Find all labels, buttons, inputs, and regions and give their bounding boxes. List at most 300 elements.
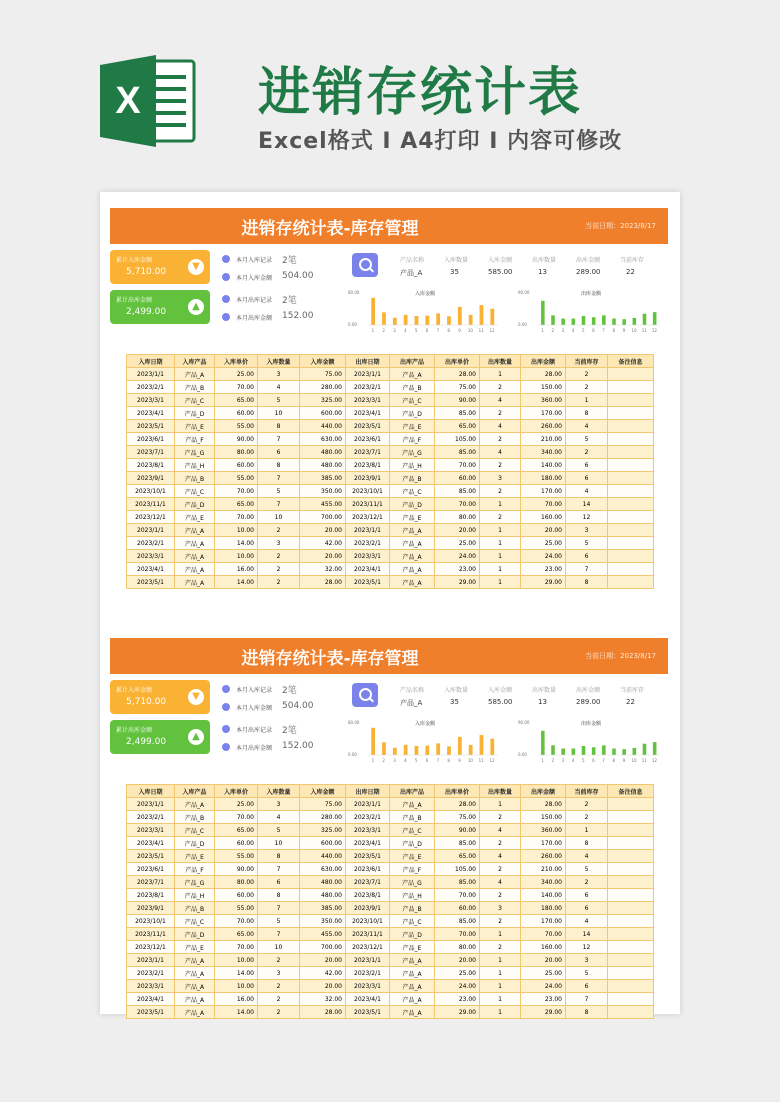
table-cell[interactable]: 2023/1/1 [346,954,390,967]
table-cell[interactable]: 8 [258,889,300,902]
table-cell[interactable] [608,459,654,472]
table-cell[interactable]: 2023/9/1 [346,472,390,485]
table-cell[interactable]: 5 [566,967,608,980]
table-cell[interactable]: 24.00 [521,550,566,563]
table-cell[interactable]: 2 [258,993,300,1006]
table-cell[interactable]: 14 [566,498,608,511]
table-cell[interactable]: 340.00 [521,876,566,889]
table-cell[interactable]: 产品_F [175,863,215,876]
table-cell[interactable]: 55.00 [215,902,258,915]
table-cell[interactable]: 28.00 [521,368,566,381]
table-cell[interactable]: 产品_E [390,420,435,433]
table-cell[interactable]: 2023/1/1 [127,954,175,967]
table-cell[interactable]: 440.00 [300,420,346,433]
table-cell[interactable]: 20.00 [521,954,566,967]
table-cell[interactable]: 4 [566,485,608,498]
table-cell[interactable]: 385.00 [300,472,346,485]
table-cell[interactable]: 170.00 [521,837,566,850]
table-cell[interactable]: 产品_A [175,980,215,993]
table-cell[interactable]: 产品_D [390,928,435,941]
table-cell[interactable]: 20.00 [300,954,346,967]
table-cell[interactable]: 2023/3/1 [346,824,390,837]
table-cell[interactable]: 产品_C [390,824,435,837]
table-cell[interactable]: 24.00 [435,980,480,993]
table-cell[interactable]: 2023/3/1 [346,980,390,993]
table-cell[interactable]: 6 [566,902,608,915]
table-cell[interactable]: 600.00 [300,837,346,850]
table-cell[interactable]: 8 [258,420,300,433]
table-cell[interactable]: 55.00 [215,850,258,863]
table-cell[interactable]: 60.00 [215,889,258,902]
table-cell[interactable]: 2023/2/1 [127,381,175,394]
table-cell[interactable]: 29.00 [435,576,480,589]
table-cell[interactable]: 6 [566,980,608,993]
table-cell[interactable]: 2 [480,915,521,928]
table-cell[interactable]: 29.00 [435,1006,480,1019]
table-cell[interactable]: 210.00 [521,863,566,876]
table-cell[interactable] [608,798,654,811]
table-cell[interactable]: 2023/7/1 [346,446,390,459]
table-cell[interactable] [608,381,654,394]
table-cell[interactable]: 70.00 [215,915,258,928]
table-cell[interactable]: 70.00 [435,498,480,511]
table-cell[interactable]: 产品_C [175,824,215,837]
table-cell[interactable]: 10 [258,941,300,954]
table-cell[interactable]: 1 [480,967,521,980]
table-cell[interactable]: 产品_E [390,941,435,954]
table-cell[interactable]: 24.00 [521,980,566,993]
table-cell[interactable]: 产品_A [175,967,215,980]
table-cell[interactable] [608,498,654,511]
table-cell[interactable]: 4 [480,446,521,459]
table-cell[interactable]: 2 [480,407,521,420]
table-cell[interactable]: 2023/4/1 [127,563,175,576]
table-cell[interactable]: 150.00 [521,811,566,824]
table-cell[interactable]: 4 [480,876,521,889]
search-icon[interactable] [352,253,378,277]
table-cell[interactable]: 2 [480,485,521,498]
table-cell[interactable]: 12 [566,511,608,524]
table-cell[interactable]: 产品_A [390,980,435,993]
table-cell[interactable]: 产品_A [175,954,215,967]
table-cell[interactable]: 70.00 [521,498,566,511]
table-cell[interactable]: 2023/3/1 [346,394,390,407]
table-cell[interactable]: 2023/2/1 [127,537,175,550]
table-cell[interactable]: 4 [258,381,300,394]
table-cell[interactable]: 1 [480,498,521,511]
table-cell[interactable]: 5 [566,537,608,550]
table-cell[interactable]: 2023/1/1 [127,368,175,381]
table-cell[interactable]: 2023/4/1 [346,993,390,1006]
table-cell[interactable]: 1 [480,576,521,589]
table-cell[interactable]: 产品_A [175,550,215,563]
table-cell[interactable]: 3 [480,902,521,915]
table-cell[interactable]: 80.00 [435,511,480,524]
table-cell[interactable]: 产品_B [175,472,215,485]
table-cell[interactable]: 160.00 [521,511,566,524]
table-cell[interactable]: 2 [480,863,521,876]
table-cell[interactable]: 产品_A [175,1006,215,1019]
table-cell[interactable]: 10.00 [215,524,258,537]
table-cell[interactable]: 产品_E [175,850,215,863]
table-cell[interactable]: 170.00 [521,915,566,928]
table-cell[interactable]: 产品_F [390,433,435,446]
table-cell[interactable]: 2023/1/1 [346,368,390,381]
table-cell[interactable]: 2023/3/1 [127,394,175,407]
table-cell[interactable]: 700.00 [300,511,346,524]
table-cell[interactable]: 70.00 [435,889,480,902]
table-cell[interactable]: 2023/6/1 [127,863,175,876]
table-cell[interactable]: 260.00 [521,850,566,863]
table-cell[interactable]: 260.00 [521,420,566,433]
table-cell[interactable]: 42.00 [300,537,346,550]
table-cell[interactable]: 1 [566,394,608,407]
table-cell[interactable]: 105.00 [435,433,480,446]
table-cell[interactable]: 6 [258,446,300,459]
table-cell[interactable]: 产品_A [390,993,435,1006]
table-cell[interactable]: 2 [258,980,300,993]
table-cell[interactable]: 25.00 [215,798,258,811]
table-cell[interactable]: 85.00 [435,407,480,420]
table-cell[interactable]: 60.00 [435,472,480,485]
table-cell[interactable]: 产品_F [175,433,215,446]
table-cell[interactable]: 28.00 [435,798,480,811]
table-cell[interactable]: 产品_D [175,498,215,511]
table-cell[interactable]: 2 [566,446,608,459]
table-cell[interactable]: 7 [258,498,300,511]
table-cell[interactable]: 10.00 [215,954,258,967]
table-cell[interactable]: 1 [480,1006,521,1019]
table-cell[interactable]: 产品_H [175,459,215,472]
table-cell[interactable]: 65.00 [215,824,258,837]
table-cell[interactable]: 20.00 [300,550,346,563]
table-cell[interactable]: 产品_B [175,381,215,394]
table-cell[interactable]: 2023/4/1 [346,837,390,850]
table-cell[interactable]: 产品_A [390,524,435,537]
table-cell[interactable]: 2 [480,811,521,824]
table-cell[interactable]: 280.00 [300,811,346,824]
table-cell[interactable]: 325.00 [300,394,346,407]
table-cell[interactable]: 70.00 [215,381,258,394]
table-cell[interactable]: 8 [258,459,300,472]
table-cell[interactable]: 210.00 [521,433,566,446]
table-cell[interactable]: 7 [258,863,300,876]
table-cell[interactable]: 1 [480,368,521,381]
table-cell[interactable]: 85.00 [435,876,480,889]
table-cell[interactable]: 350.00 [300,915,346,928]
table-cell[interactable]: 16.00 [215,563,258,576]
table-cell[interactable]: 产品_B [390,811,435,824]
table-cell[interactable] [608,472,654,485]
table-cell[interactable]: 产品_G [175,876,215,889]
table-cell[interactable]: 产品_A [390,368,435,381]
table-cell[interactable]: 7 [258,902,300,915]
table-cell[interactable]: 产品_A [390,537,435,550]
table-cell[interactable]: 产品_E [175,420,215,433]
table-cell[interactable] [608,902,654,915]
table-cell[interactable]: 85.00 [435,837,480,850]
table-cell[interactable]: 2023/5/1 [127,420,175,433]
table-cell[interactable]: 产品_A [175,798,215,811]
table-cell[interactable]: 产品_G [175,446,215,459]
table-cell[interactable]: 2023/1/1 [127,524,175,537]
table-cell[interactable]: 3 [480,472,521,485]
table-cell[interactable]: 700.00 [300,941,346,954]
table-cell[interactable]: 2023/5/1 [346,420,390,433]
table-cell[interactable]: 2023/10/1 [127,485,175,498]
table-cell[interactable]: 2 [258,524,300,537]
table-cell[interactable]: 产品_A [175,563,215,576]
table-cell[interactable]: 6 [566,472,608,485]
table-cell[interactable]: 340.00 [521,446,566,459]
table-cell[interactable]: 2 [566,798,608,811]
table-cell[interactable] [608,433,654,446]
table-cell[interactable] [608,954,654,967]
table-cell[interactable]: 产品_C [175,915,215,928]
table-cell[interactable]: 2023/10/1 [346,915,390,928]
table-cell[interactable]: 28.00 [300,576,346,589]
table-cell[interactable]: 产品_B [390,381,435,394]
table-cell[interactable]: 60.00 [215,837,258,850]
table-cell[interactable]: 4 [258,811,300,824]
table-cell[interactable]: 产品_F [390,863,435,876]
table-cell[interactable]: 3 [566,954,608,967]
table-cell[interactable]: 2023/6/1 [127,433,175,446]
table-cell[interactable]: 3 [258,368,300,381]
table-cell[interactable] [608,420,654,433]
table-cell[interactable]: 8 [566,1006,608,1019]
table-cell[interactable]: 2023/3/1 [127,980,175,993]
table-cell[interactable]: 产品_C [175,394,215,407]
table-cell[interactable]: 产品_E [175,941,215,954]
table-cell[interactable]: 70.00 [435,459,480,472]
table-cell[interactable]: 60.00 [435,902,480,915]
table-cell[interactable]: 2 [480,459,521,472]
table-cell[interactable]: 25.00 [215,368,258,381]
table-cell[interactable]: 4 [480,850,521,863]
table-cell[interactable]: 2023/6/1 [346,433,390,446]
table-cell[interactable]: 360.00 [521,394,566,407]
table-cell[interactable]: 2023/3/1 [127,550,175,563]
table-cell[interactable]: 90.00 [215,433,258,446]
table-cell[interactable]: 23.00 [435,563,480,576]
table-cell[interactable]: 产品_D [175,928,215,941]
table-cell[interactable]: 2023/8/1 [127,459,175,472]
table-cell[interactable]: 2023/3/1 [127,824,175,837]
table-cell[interactable]: 8 [566,407,608,420]
table-cell[interactable]: 产品_A [390,563,435,576]
table-cell[interactable]: 23.00 [435,993,480,1006]
table-cell[interactable]: 23.00 [521,993,566,1006]
table-cell[interactable]: 29.00 [521,576,566,589]
table-cell[interactable]: 4 [480,394,521,407]
table-cell[interactable]: 2023/3/1 [346,550,390,563]
table-cell[interactable]: 4 [566,420,608,433]
table-cell[interactable]: 1 [480,798,521,811]
table-cell[interactable]: 6 [566,459,608,472]
table-cell[interactable]: 产品_E [175,511,215,524]
table-cell[interactable]: 产品_E [390,511,435,524]
table-cell[interactable]: 140.00 [521,459,566,472]
table-cell[interactable] [608,915,654,928]
table-cell[interactable]: 325.00 [300,824,346,837]
table-cell[interactable]: 2023/5/1 [127,576,175,589]
table-cell[interactable]: 产品_C [175,485,215,498]
table-cell[interactable]: 产品_A [175,524,215,537]
table-cell[interactable]: 2023/4/1 [346,563,390,576]
table-cell[interactable]: 2 [480,837,521,850]
table-cell[interactable]: 4 [566,915,608,928]
table-cell[interactable] [608,824,654,837]
table-cell[interactable]: 产品_A [390,967,435,980]
table-cell[interactable]: 70.00 [215,811,258,824]
table-cell[interactable]: 产品_D [390,407,435,420]
table-cell[interactable]: 2 [480,511,521,524]
table-cell[interactable]: 5 [566,433,608,446]
table-cell[interactable]: 10.00 [215,980,258,993]
table-cell[interactable]: 2023/10/1 [346,485,390,498]
table-cell[interactable] [608,563,654,576]
table-cell[interactable]: 产品_A [175,537,215,550]
table-cell[interactable] [608,811,654,824]
table-cell[interactable]: 160.00 [521,941,566,954]
table-cell[interactable]: 600.00 [300,407,346,420]
table-cell[interactable]: 42.00 [300,967,346,980]
table-cell[interactable]: 2 [566,876,608,889]
table-cell[interactable]: 480.00 [300,876,346,889]
table-cell[interactable]: 28.00 [435,368,480,381]
table-cell[interactable] [608,967,654,980]
table-cell[interactable]: 产品_C [390,485,435,498]
table-cell[interactable]: 8 [258,850,300,863]
table-cell[interactable]: 产品_A [390,1006,435,1019]
table-cell[interactable]: 3 [258,967,300,980]
table-cell[interactable]: 产品_A [175,576,215,589]
table-cell[interactable]: 2 [480,381,521,394]
table-cell[interactable]: 75.00 [300,368,346,381]
table-cell[interactable]: 360.00 [521,824,566,837]
table-cell[interactable]: 70.00 [435,928,480,941]
table-cell[interactable]: 2023/4/1 [127,407,175,420]
table-cell[interactable]: 2 [480,941,521,954]
table-cell[interactable]: 65.00 [435,420,480,433]
table-cell[interactable]: 14.00 [215,537,258,550]
table-cell[interactable]: 产品_B [390,902,435,915]
table-cell[interactable]: 385.00 [300,902,346,915]
table-cell[interactable]: 产品_G [390,876,435,889]
table-cell[interactable]: 2023/10/1 [127,915,175,928]
table-cell[interactable]: 28.00 [521,798,566,811]
table-cell[interactable]: 20.00 [435,954,480,967]
table-cell[interactable] [608,850,654,863]
table-cell[interactable]: 5 [566,863,608,876]
table-cell[interactable]: 12 [566,941,608,954]
table-cell[interactable]: 产品_H [390,889,435,902]
table-cell[interactable]: 32.00 [300,993,346,1006]
table-cell[interactable]: 2023/7/1 [127,876,175,889]
table-cell[interactable]: 产品_C [390,394,435,407]
table-cell[interactable]: 10 [258,511,300,524]
table-cell[interactable]: 65.00 [215,498,258,511]
table-cell[interactable]: 产品_A [390,550,435,563]
table-cell[interactable]: 产品_B [175,902,215,915]
table-cell[interactable]: 2023/12/1 [346,511,390,524]
table-cell[interactable]: 28.00 [300,1006,346,1019]
table-cell[interactable]: 2023/2/1 [346,381,390,394]
table-cell[interactable]: 85.00 [435,446,480,459]
table-cell[interactable]: 90.00 [435,824,480,837]
table-cell[interactable]: 80.00 [215,446,258,459]
table-cell[interactable]: 2023/11/1 [127,928,175,941]
table-cell[interactable]: 630.00 [300,433,346,446]
table-cell[interactable]: 产品_G [390,446,435,459]
table-cell[interactable]: 2023/8/1 [127,889,175,902]
table-cell[interactable]: 90.00 [435,394,480,407]
table-cell[interactable]: 2023/5/1 [346,1006,390,1019]
table-cell[interactable]: 80.00 [215,876,258,889]
table-cell[interactable]: 产品_B [390,472,435,485]
table-cell[interactable]: 20.00 [521,524,566,537]
table-cell[interactable]: 80.00 [435,941,480,954]
table-cell[interactable]: 630.00 [300,863,346,876]
table-cell[interactable]: 1 [480,550,521,563]
table-cell[interactable] [608,537,654,550]
table-cell[interactable]: 7 [566,563,608,576]
table-cell[interactable]: 2023/9/1 [346,902,390,915]
table-cell[interactable]: 70.00 [215,511,258,524]
table-cell[interactable]: 2023/1/1 [346,524,390,537]
table-cell[interactable]: 14.00 [215,576,258,589]
table-cell[interactable]: 1 [480,563,521,576]
table-cell[interactable]: 2023/4/1 [346,407,390,420]
table-cell[interactable]: 25.00 [521,537,566,550]
table-cell[interactable]: 2 [566,381,608,394]
table-cell[interactable]: 1 [480,928,521,941]
table-cell[interactable]: 32.00 [300,563,346,576]
table-cell[interactable]: 产品_D [390,498,435,511]
table-cell[interactable]: 10 [258,837,300,850]
table-cell[interactable]: 105.00 [435,863,480,876]
table-cell[interactable]: 2023/2/1 [346,537,390,550]
table-cell[interactable]: 3 [566,524,608,537]
table-cell[interactable]: 170.00 [521,485,566,498]
table-cell[interactable]: 75.00 [435,811,480,824]
table-cell[interactable]: 14 [566,928,608,941]
table-cell[interactable]: 4 [566,850,608,863]
table-cell[interactable]: 1 [480,993,521,1006]
table-cell[interactable]: 7 [258,928,300,941]
table-cell[interactable]: 产品_D [175,407,215,420]
table-cell[interactable]: 20.00 [435,524,480,537]
table-cell[interactable]: 2023/5/1 [127,850,175,863]
table-cell[interactable]: 10 [258,407,300,420]
table-cell[interactable]: 55.00 [215,472,258,485]
table-cell[interactable]: 65.00 [215,928,258,941]
table-cell[interactable] [608,993,654,1006]
table-cell[interactable] [608,524,654,537]
table-cell[interactable]: 180.00 [521,902,566,915]
table-cell[interactable] [608,446,654,459]
table-cell[interactable]: 2023/7/1 [127,446,175,459]
table-cell[interactable]: 10.00 [215,550,258,563]
table-cell[interactable]: 65.00 [435,850,480,863]
table-cell[interactable]: 6 [566,889,608,902]
table-cell[interactable]: 2023/5/1 [346,850,390,863]
table-cell[interactable]: 2023/2/1 [127,811,175,824]
table-cell[interactable]: 7 [566,993,608,1006]
table-cell[interactable]: 2023/1/1 [127,798,175,811]
table-cell[interactable]: 90.00 [215,863,258,876]
